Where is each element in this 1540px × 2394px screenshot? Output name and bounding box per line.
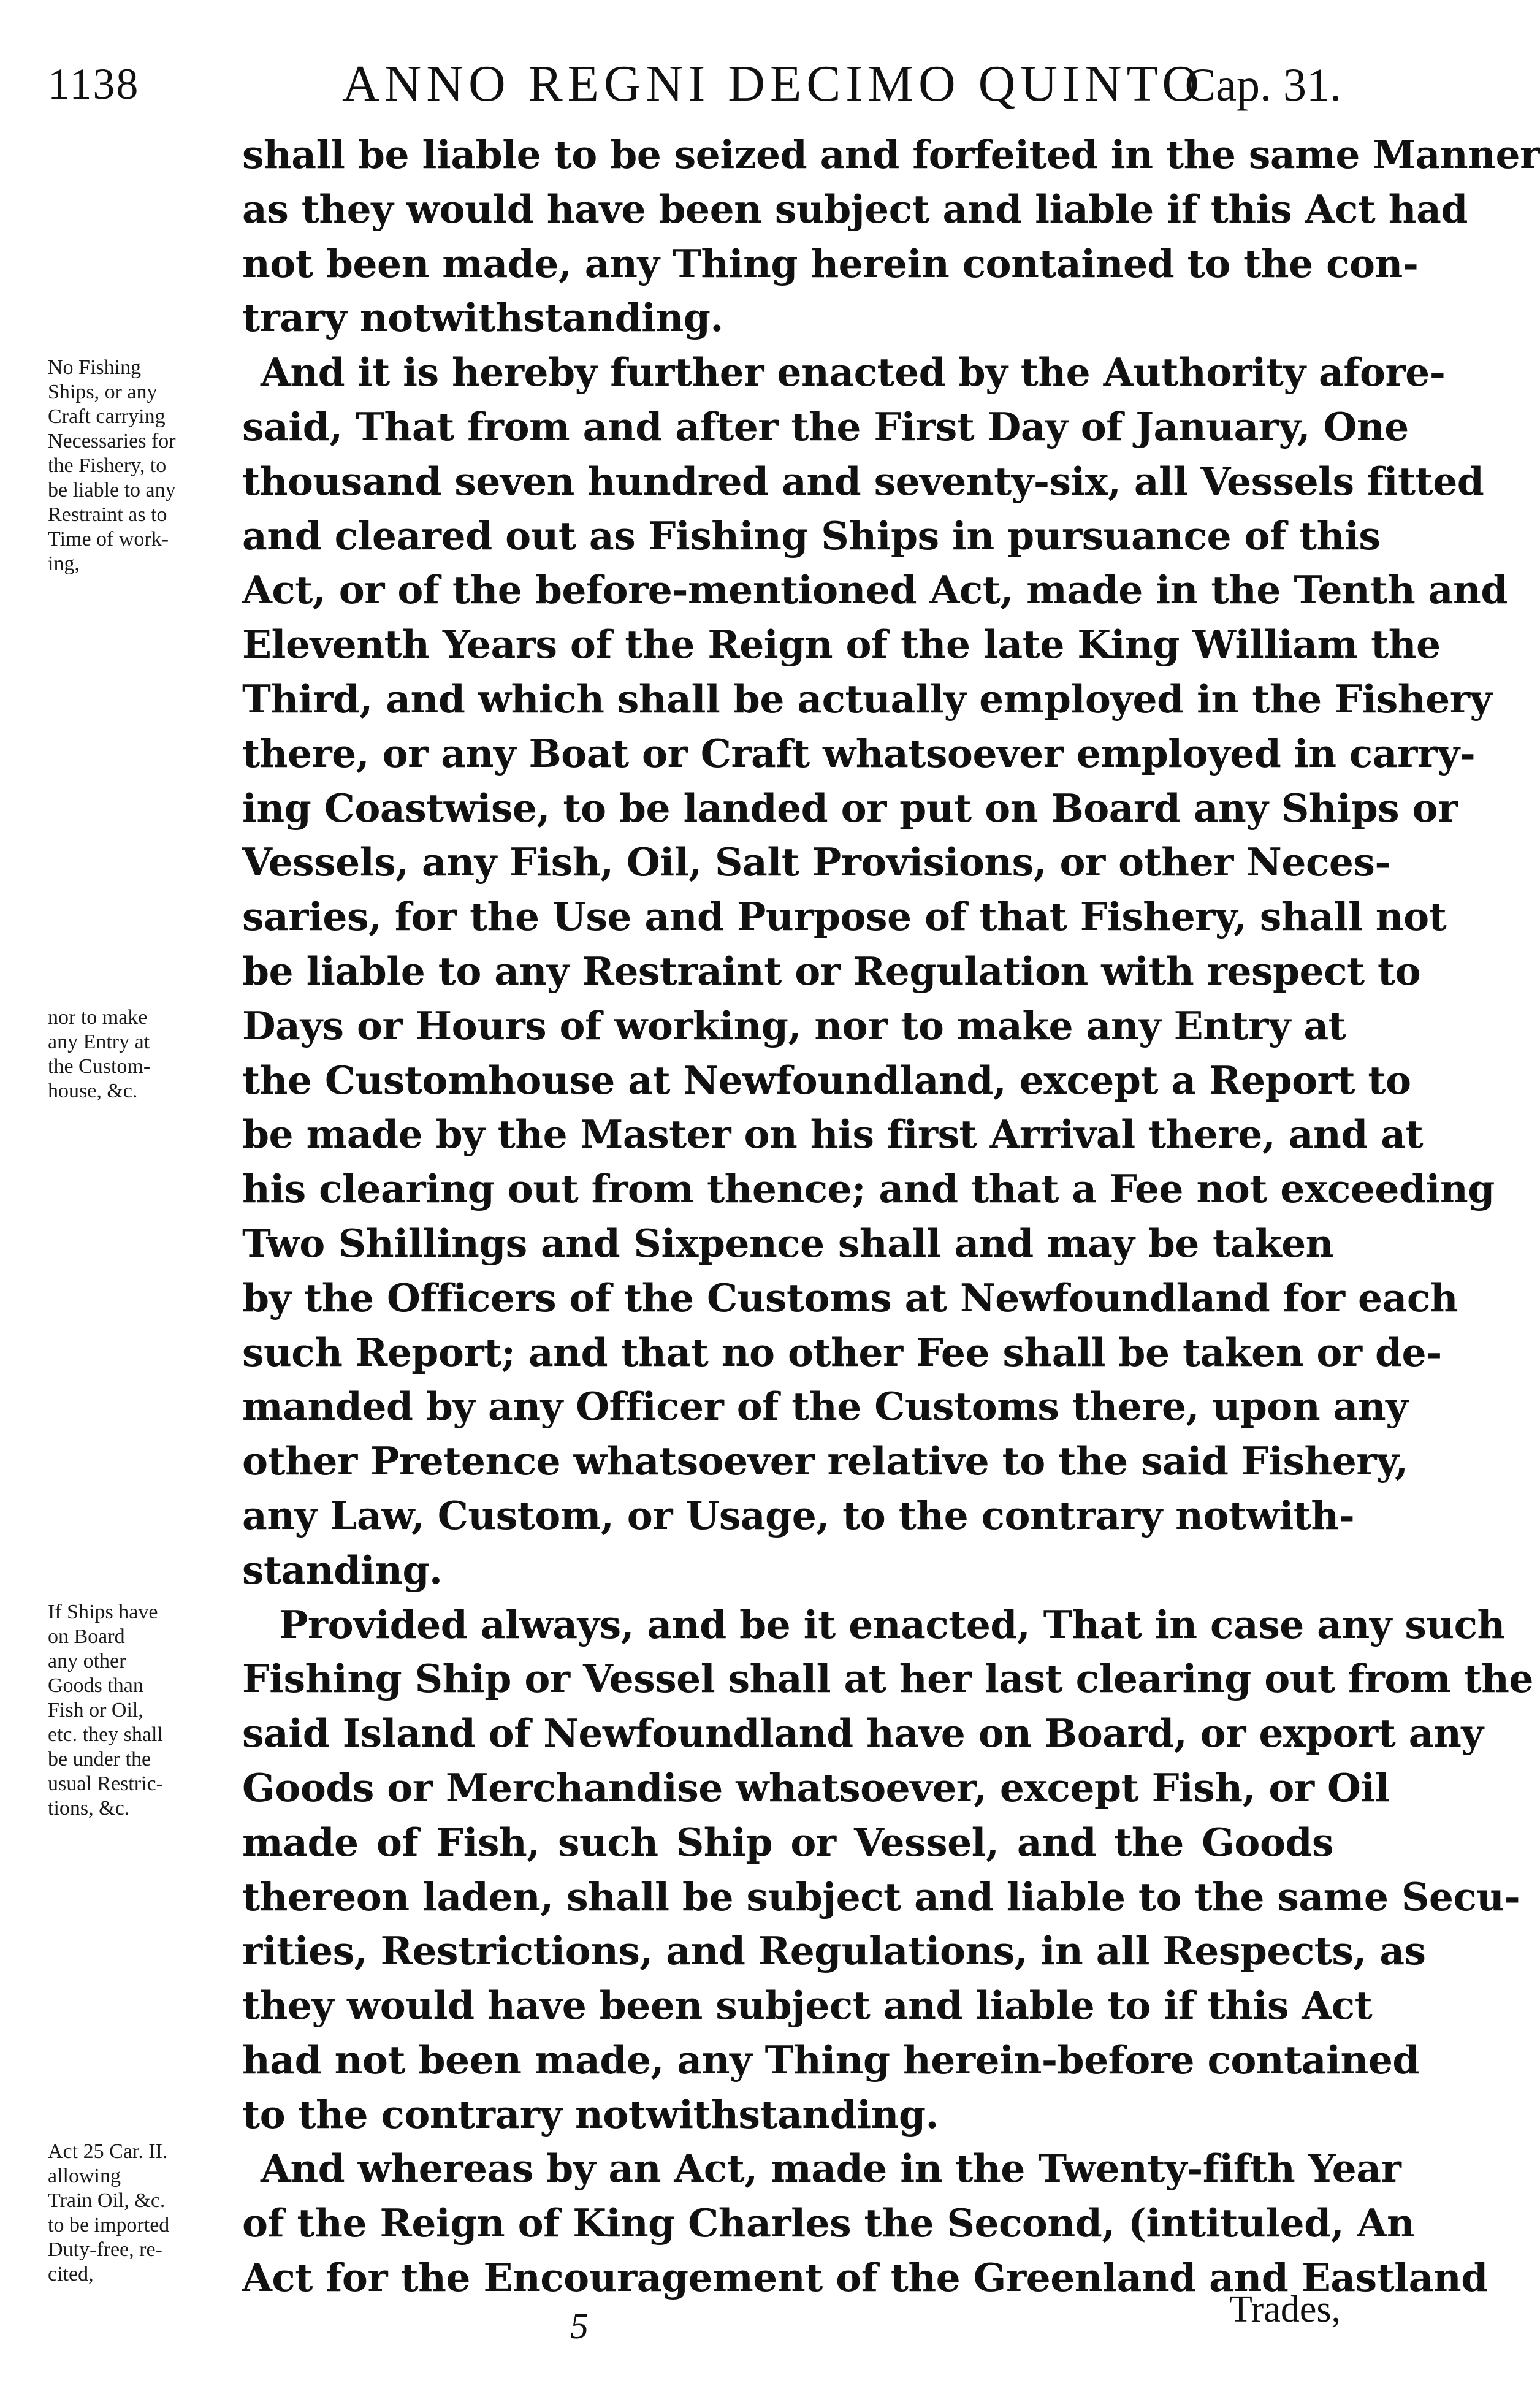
text-line: Goods or Merchandise whatsoever, except Fish, or Oil <box>242 1764 1390 1810</box>
marginal-note-line: the Fishery, to <box>48 454 167 477</box>
text-line: said, That from and after the First Day of January, One <box>242 403 1409 449</box>
text-line: And it is hereby further enacted by the Authority afore- <box>261 349 1446 395</box>
text-line: such Report; and that no other Fee shall be taken or de- <box>242 1329 1442 1375</box>
marginal-note-line: Time of work- <box>48 528 169 551</box>
text-line: of the Reign of King Charles the Second, (intituled, An <box>242 2200 1415 2246</box>
text-line: not been made, any Thing herein contained to the con- <box>242 240 1419 286</box>
text-line: Third, and which shall be actually employed in the Fishery <box>242 676 1492 722</box>
marginal-note-line: any Entry at <box>48 1031 150 1053</box>
text-line: And whereas by an Act, made in the Twenty-fifth Year <box>261 2146 1401 2192</box>
paragraph <box>242 2141 1488 2304</box>
running-title: ANNO REGNI DECIMO QUINTO <box>342 55 1205 112</box>
text-line: had not been made, any Thing herein-before contained <box>242 2037 1419 2083</box>
marginal-note-line: Duty-free, re- <box>48 2238 162 2261</box>
marginal-note-line: house, &c. <box>48 1080 138 1102</box>
marginal-note-line: etc. they shall <box>48 1723 163 1746</box>
marginal-note-line: any other <box>48 1650 126 1672</box>
text-line: Two Shillings and Sixpence shall and may be taken <box>242 1220 1333 1266</box>
marginal-note-line: Train Oil, &c. <box>48 2189 166 2212</box>
marginal-note-line: tions, &c. <box>48 1797 130 1820</box>
text-line: his clearing out from thence; and that a Fee not exceeding <box>242 1166 1495 1212</box>
text-line: there, or any Boat or Craft whatsoever employed in carry- <box>242 730 1476 776</box>
paragraph <box>242 128 1540 345</box>
text-line: thousand seven hundred and seventy-six, all Vessels fitted <box>242 458 1484 504</box>
signature-mark: 5 <box>570 2306 589 2346</box>
text-line: standing. <box>242 1547 443 1593</box>
marginal-note-line: nor to make <box>48 1006 148 1029</box>
text-line: to the contrary notwithstanding. <box>242 2091 939 2137</box>
marginal-note-line: Necessaries for <box>48 430 176 452</box>
paragraph <box>242 1598 1533 2142</box>
marginal-note-line: Ships, or any <box>48 381 158 403</box>
marginal-note-fishing-ships <box>48 356 238 576</box>
marginal-note-line: ing, <box>48 552 80 575</box>
marginal-note-line: No Fishing <box>48 356 142 379</box>
marginal-note-line: If Ships have <box>48 1601 158 1623</box>
text-line: Vessels, any Fish, Oil, Salt Provisions, or other Neces- <box>242 839 1391 885</box>
text-line: made of Fish, such Ship or Vessel, and the Goods <box>242 1819 1333 1865</box>
text-line: said Island of Newfoundland have on Board, or export any <box>242 1710 1484 1756</box>
text-line: ing Coastwise, to be landed or put on Board any Ships or <box>242 785 1458 831</box>
text-line: rities, Restrictions, and Regulations, in all Respects, as <box>242 1928 1426 1974</box>
marginal-note-line: cited, <box>48 2263 94 2285</box>
text-line: any Law, Custom, or Usage, to the contrary notwith- <box>242 1492 1355 1538</box>
text-line: trary notwithstanding. <box>242 295 723 341</box>
text-line: Days or Hours of working, nor to make any Entry at <box>242 1002 1346 1048</box>
text-line: Provided always, and be it enacted, That in case any such <box>279 1601 1505 1647</box>
text-line: shall be liable to be seized and forfeited in the same Manner <box>242 132 1540 177</box>
text-line: Act, or of the before-mentioned Act, made in the Tenth and <box>242 567 1508 613</box>
marginal-note-line: Goods than <box>48 1674 143 1697</box>
text-line: by the Officers of the Customs at Newfoundland for each <box>242 1275 1458 1321</box>
marginal-note-line: Act 25 Car. II. <box>48 2140 168 2163</box>
text-line: other Pretence whatsoever relative to the said Fishery, <box>242 1438 1408 1484</box>
marginal-note-act-recited <box>48 2140 238 2287</box>
text-line: as they would have been subject and liable if this Act had <box>242 186 1468 232</box>
marginal-note-customhouse <box>48 1005 238 1104</box>
text-line: be liable to any Restraint or Regulation with respect to <box>242 948 1421 994</box>
catchword: Trades, <box>1229 2289 1341 2330</box>
text-line: Fishing Ship or Vessel shall at her last clearing out from the <box>242 1656 1533 1702</box>
text-line: be made by the Master on his first Arrival there, and at <box>242 1111 1424 1157</box>
text-line: they would have been subject and liable to if this Act <box>242 1983 1373 2029</box>
text-line: manded by any Officer of the Customs there, upon any <box>242 1384 1408 1430</box>
marginal-note-line: the Custom- <box>48 1055 151 1078</box>
text-line: Eleventh Years of the Reign of the late King William the <box>242 622 1441 668</box>
marginal-note-line: Restraint as to <box>48 503 167 526</box>
page-number: 1138 <box>48 59 140 109</box>
marginal-note-line: be under the <box>48 1748 151 1771</box>
page-header <box>48 54 1341 128</box>
page-footer <box>0 2289 1384 2366</box>
text-line: saries, for the Use and Purpose of that Fishery, shall not <box>242 894 1447 940</box>
text-line: thereon laden, shall be subject and liable to the same Secu- <box>242 1874 1520 1919</box>
marginal-note-line: on Board <box>48 1625 125 1648</box>
text-line: and cleared out as Fishing Ships in pursuance of this <box>242 513 1381 558</box>
marginal-note-line: Craft carrying <box>48 405 166 428</box>
marginal-note-line: to be imported <box>48 2214 170 2236</box>
marginal-note-line: be liable to any <box>48 479 176 501</box>
marginal-note-line: usual Restric- <box>48 1772 163 1795</box>
chapter-number: Cap. 31. <box>1184 59 1341 111</box>
marginal-note-line: Fish or Oil, <box>48 1699 143 1721</box>
marginal-note-line: allowing <box>48 2165 121 2187</box>
marginal-note-other-goods <box>48 1600 238 1821</box>
statute-text <box>242 128 1540 2305</box>
text-line: Act for the Encouragement of the Greenland and Eastland <box>242 2255 1488 2301</box>
paragraph <box>242 345 1508 1597</box>
text-line: the Customhouse at Newfoundland, except a Report to <box>242 1057 1411 1103</box>
